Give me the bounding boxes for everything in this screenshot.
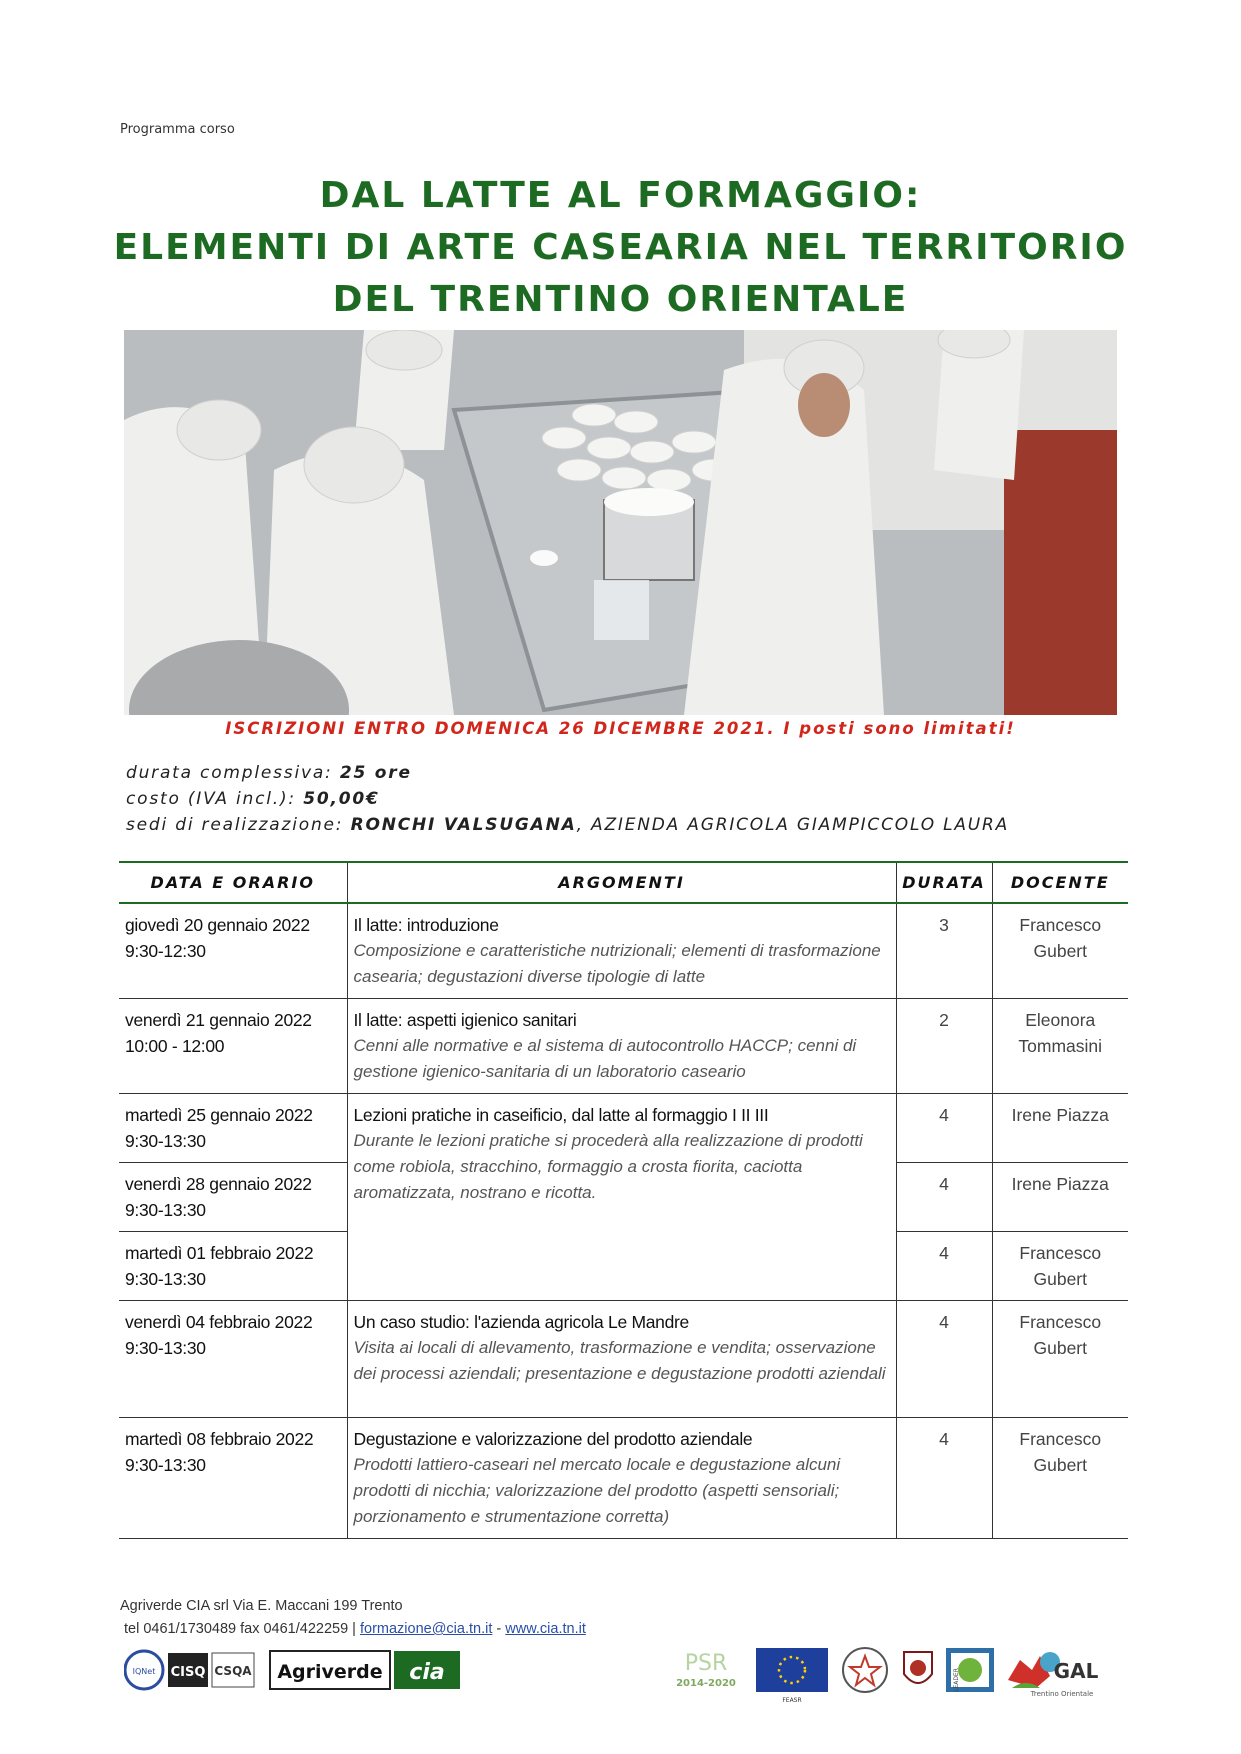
table-row	[119, 1301, 1128, 1418]
row-date-cell	[119, 999, 347, 1094]
title-line-3: DEL TRENTINO ORIENTALE	[332, 279, 909, 320]
row-hours: 4	[896, 1232, 992, 1301]
row-date: venerdì 28 gennaio 2022	[125, 1174, 312, 1194]
iqnet-label: IQNet	[132, 1667, 156, 1676]
row-time: 9:30-12:30	[125, 941, 206, 961]
row-topic: Un caso studio: l'azienda agricola Le Mandre	[353, 1312, 689, 1332]
footer-phone: tel 0461/1730489 fax 0461/422259 |	[124, 1621, 360, 1637]
row-teacher-cell	[992, 1232, 1128, 1301]
cisq-label: CISQ	[170, 1665, 206, 1680]
psr-label: PSR	[684, 1651, 728, 1676]
row-date-cell	[119, 1094, 347, 1163]
row-teacher-first: Francesco	[1019, 1429, 1102, 1449]
row-teacher-cell	[992, 1301, 1128, 1418]
document-label: Programma corso	[120, 122, 235, 137]
row-teacher-first: Eleonora	[1025, 1010, 1096, 1030]
merged-topic: Lezioni pratiche in caseificio, dal latte al formaggio I II III	[353, 1105, 769, 1125]
row-desc: Visita ai locali di allevamento, trasformazione e vendita; osservazione dei processi aziendali; presentazione e degustazione prodotti aziendali	[353, 1338, 886, 1383]
row-topic-cell	[347, 1301, 896, 1418]
merged-topic-cell	[347, 1094, 896, 1301]
title-line-1: DAL LATTE AL FORMAGGIO:	[319, 175, 922, 216]
leader-label: LEADER	[953, 1668, 960, 1692]
row-teacher-first: Irene Piazza	[1011, 1174, 1109, 1194]
schedule-table	[119, 861, 1128, 1539]
row-date-cell	[119, 1232, 347, 1301]
table-row	[119, 1094, 1128, 1163]
course-title	[0, 170, 1241, 326]
merged-desc: Durante le lezioni pratiche si procederà alla realizzazione di prodotti come robiola, stracchino, formaggio a crosta fiorita, caciotta aromatizzata, nostrano e ricotta.	[353, 1131, 863, 1202]
row-desc: Cenni alle normative e al sistema di autocontrollo HACCP; cenni di gestione igienico-sanitaria di un laboratorio caseario	[353, 1036, 857, 1081]
header-duration: DURATA	[896, 862, 992, 903]
gal-subtitle: Trentino Orientale	[1030, 1690, 1094, 1698]
row-teacher-first: Irene Piazza	[1011, 1105, 1109, 1125]
info-venues-label: sedi di realizzazione:	[126, 815, 344, 835]
info-venues	[126, 815, 1009, 835]
info-venues-main: RONCHI VALSUGANA	[350, 815, 577, 835]
row-time: 9:30-13:30	[125, 1455, 206, 1475]
row-teacher-last: Gubert	[1033, 1269, 1087, 1289]
row-time: 9:30-13:30	[125, 1200, 206, 1220]
row-date: giovedì 20 gennaio 2022	[125, 915, 310, 935]
cheese-lab-photo	[124, 330, 1117, 715]
row-date-cell	[119, 903, 347, 999]
csqa-label: CSQA	[214, 1664, 252, 1678]
eu-flag-logo	[756, 1648, 828, 1704]
row-teacher-last: Gubert	[1033, 1338, 1087, 1358]
table-row	[119, 903, 1128, 999]
psr-logo	[676, 1651, 736, 1689]
row-hours: 4	[896, 1418, 992, 1539]
row-teacher-first: Francesco	[1019, 915, 1102, 935]
info-cost	[126, 789, 380, 809]
info-duration-label: durata complessiva:	[126, 763, 333, 783]
footer-address: Agriverde CIA srl Via E. Maccani 199 Trento	[120, 1598, 403, 1614]
website-link[interactable]: www.cia.tn.it	[505, 1621, 586, 1637]
row-teacher-last: Tommasini	[1018, 1036, 1103, 1056]
row-teacher-cell	[992, 1163, 1128, 1232]
table-header-row	[119, 862, 1128, 903]
leader-logo	[946, 1648, 994, 1692]
info-venues-rest: , AZIENDA AGRICOLA GIAMPICCOLO LAURA	[576, 815, 1010, 835]
row-time: 10:00 - 12:00	[125, 1036, 225, 1056]
row-desc: Prodotti lattiero-caseari nel mercato locale e degustazione alcuni prodotti di nicchia; valorizzazione del prodotto (aspetti sensoriali; porzionamento e strumentazione corretta)	[353, 1455, 841, 1526]
row-date-cell	[119, 1163, 347, 1232]
header-teacher: DOCENTE	[992, 862, 1128, 903]
row-hours: 2	[896, 999, 992, 1094]
row-teacher-cell	[992, 1094, 1128, 1163]
italy-emblem-logo	[843, 1648, 887, 1692]
row-date: martedì 01 febbraio 2022	[125, 1243, 314, 1263]
trentino-coat-logo	[904, 1652, 932, 1683]
iqnet-logo	[125, 1651, 163, 1689]
gal-logo	[1008, 1652, 1099, 1698]
info-duration-value: 25 ore	[339, 763, 412, 783]
feasr-label: FEASR	[782, 1697, 802, 1704]
row-hours: 3	[896, 903, 992, 999]
row-date: venerdì 21 gennaio 2022	[125, 1010, 312, 1030]
row-date-cell	[119, 1418, 347, 1539]
table-row	[119, 999, 1128, 1094]
row-date-cell	[119, 1301, 347, 1418]
psr-years: 2014-2020	[676, 1678, 736, 1689]
certification-logos	[124, 1645, 484, 1695]
row-hours: 4	[896, 1163, 992, 1232]
row-teacher-cell	[992, 1418, 1128, 1539]
row-date: venerdì 04 febbraio 2022	[125, 1312, 313, 1332]
info-cost-value: 50,00€	[303, 789, 380, 809]
cia-label: cia	[409, 1660, 445, 1685]
agriverde-logo	[270, 1651, 390, 1689]
email-link[interactable]: formazione@cia.tn.it	[359, 1621, 493, 1637]
row-hours: 4	[896, 1301, 992, 1418]
row-topic: Degustazione e valorizzazione del prodotto aziendale	[353, 1429, 753, 1449]
header-topics: ARGOMENTI	[347, 862, 896, 903]
row-date: martedì 25 gennaio 2022	[125, 1105, 313, 1125]
row-topic: Il latte: aspetti igienico sanitari	[353, 1010, 577, 1030]
info-duration	[126, 763, 412, 783]
row-time: 9:30-13:30	[125, 1338, 206, 1358]
table-row	[119, 1418, 1128, 1539]
row-hours: 4	[896, 1094, 992, 1163]
funding-logos	[668, 1640, 1118, 1706]
row-topic: Il latte: introduzione	[353, 915, 499, 935]
info-cost-label: costo (IVA incl.):	[126, 789, 296, 809]
row-teacher-cell	[992, 903, 1128, 999]
gal-label: GAL	[1053, 1659, 1099, 1683]
footer-contacts	[124, 1621, 586, 1637]
registration-notice: ISCRIZIONI ENTRO DOMENICA 26 DICEMBRE 2021. I posti sono limitati!	[225, 719, 1016, 738]
row-teacher-first: Francesco	[1019, 1243, 1102, 1263]
row-desc: Composizione e caratteristiche nutrizionali; elementi di trasformazione casearia; degustazioni diverse tipologie di latte	[353, 941, 881, 986]
row-teacher-cell	[992, 999, 1128, 1094]
row-teacher-last: Gubert	[1033, 1455, 1087, 1475]
agriverde-label: Agriverde	[277, 1661, 383, 1683]
row-teacher-last: Gubert	[1033, 941, 1087, 961]
row-topic-cell	[347, 903, 896, 999]
title-line-2: ELEMENTI DI ARTE CASEARIA NEL TERRITORIO	[113, 227, 1128, 268]
row-time: 9:30-13:30	[125, 1269, 206, 1289]
row-time: 9:30-13:30	[125, 1131, 206, 1151]
row-topic-cell	[347, 999, 896, 1094]
row-date: martedì 08 febbraio 2022	[125, 1429, 314, 1449]
csqa-logo	[212, 1653, 254, 1687]
cisq-logo	[168, 1653, 208, 1687]
row-teacher-first: Francesco	[1019, 1312, 1102, 1332]
row-topic-cell	[347, 1418, 896, 1539]
cia-logo	[394, 1651, 460, 1689]
header-date: DATA E ORARIO	[119, 862, 347, 903]
footer-sep: -	[492, 1621, 506, 1637]
